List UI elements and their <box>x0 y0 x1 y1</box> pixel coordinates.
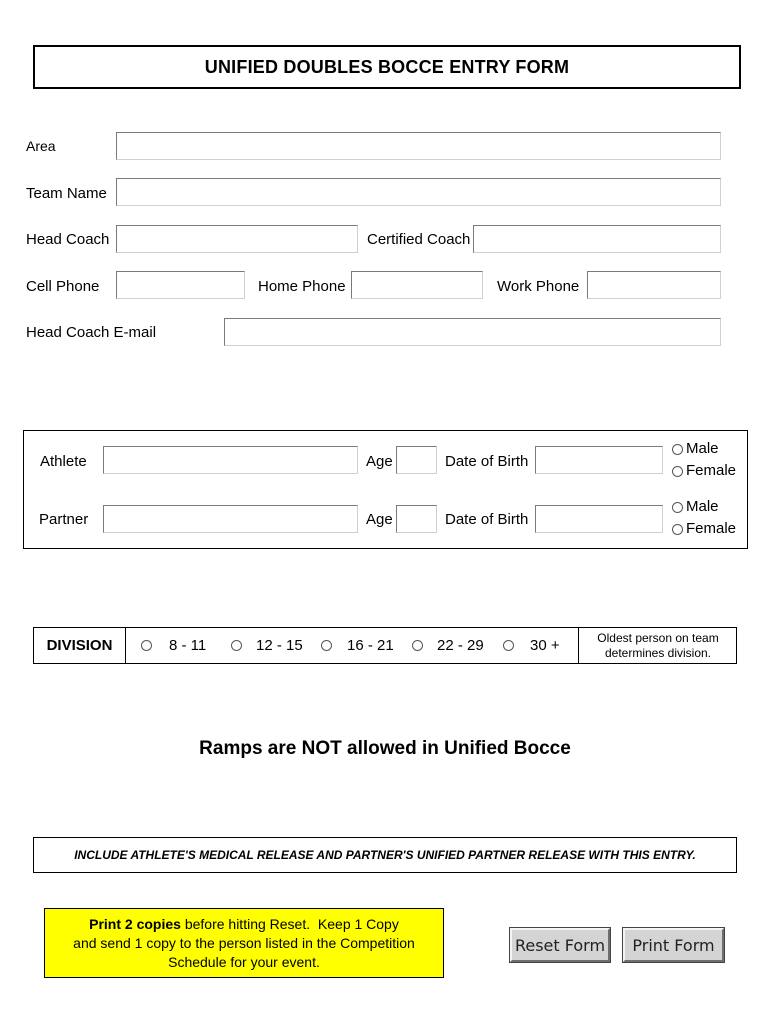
form-title: UNIFIED DOUBLES BOCCE ENTRY FORM <box>204 56 570 77</box>
home-phone-label: Home Phone <box>258 278 346 295</box>
division-radio-8-11[interactable] <box>141 640 152 651</box>
division-label: DIVISION <box>46 637 113 654</box>
work-phone-label: Work Phone <box>497 278 580 295</box>
head-coach-field[interactable] <box>116 225 358 253</box>
head-coach-email-field[interactable] <box>224 318 721 346</box>
athlete-dob-field[interactable] <box>535 446 663 474</box>
certified-coach-label: Certified Coach <box>367 231 471 248</box>
partner-female-label: Female <box>686 520 737 537</box>
division-note-line1: Oldest person on team <box>597 630 719 645</box>
division-note-line2: determines division. <box>604 645 712 660</box>
athlete-age-label: Age <box>366 453 393 470</box>
print-instructions-line2: and send 1 copy to the person listed in the Competition <box>73 934 415 951</box>
print-instructions-line3: Schedule for your event. <box>168 953 320 970</box>
form-title-box <box>33 45 741 89</box>
area-field[interactable] <box>116 132 721 160</box>
division-box <box>33 627 737 664</box>
partner-name-field[interactable] <box>103 505 358 533</box>
division-radio-12-15[interactable] <box>231 640 242 651</box>
area-label: Area <box>26 138 56 154</box>
athlete-age-field[interactable] <box>396 446 437 474</box>
cell-phone-label: Cell Phone <box>26 278 100 295</box>
partner-male-label: Male <box>686 498 719 515</box>
partner-dob-label: Date of Birth <box>445 511 529 528</box>
head-coach-email-label: Head Coach E-mail <box>26 324 157 341</box>
team-name-label: Team Name <box>26 185 107 202</box>
partner-age-field[interactable] <box>396 505 437 533</box>
division-radio-16-21[interactable] <box>321 640 332 651</box>
division-option-16-21: 16 - 21 <box>347 637 394 654</box>
print-instructions-bold: Print 2 copies <box>89 915 181 932</box>
athlete-label: Athlete <box>40 453 87 470</box>
partner-male-radio[interactable] <box>672 502 683 513</box>
include-notice: INCLUDE ATHLETE'S MEDICAL RELEASE AND PARTNER'S UNIFIED PARTNER RELEASE WITH THIS ENTRY. <box>74 848 696 862</box>
athlete-female-label: Female <box>686 462 737 479</box>
partner-age-label: Age <box>366 511 393 528</box>
partner-dob-field[interactable] <box>535 505 663 533</box>
head-coach-label: Head Coach <box>26 231 110 248</box>
print-instructions-box <box>44 908 444 978</box>
print-instructions-line1 <box>89 915 399 934</box>
reset-form-button[interactable]: Reset Form <box>510 928 610 962</box>
division-note <box>579 628 737 663</box>
certified-coach-field[interactable] <box>473 225 721 253</box>
division-option-30-plus: 30 + <box>530 637 560 654</box>
partner-label: Partner <box>39 511 89 528</box>
cell-phone-field[interactable] <box>116 271 245 299</box>
athlete-dob-label: Date of Birth <box>445 453 529 470</box>
ramps-notice: Ramps are NOT allowed in Unified Bocce <box>199 738 571 759</box>
work-phone-field[interactable] <box>587 271 721 299</box>
division-option-12-15: 12 - 15 <box>256 637 303 654</box>
athlete-female-radio[interactable] <box>672 466 683 477</box>
print-form-button[interactable]: Print Form <box>623 928 724 962</box>
print-instructions-line1-rest: before hitting Reset. Keep 1 Copy <box>180 915 399 932</box>
team-name-field[interactable] <box>116 178 721 206</box>
athlete-male-radio[interactable] <box>672 444 683 455</box>
athlete-name-field[interactable] <box>103 446 358 474</box>
division-radio-30-plus[interactable] <box>503 640 514 651</box>
division-option-22-29: 22 - 29 <box>437 637 484 654</box>
home-phone-field[interactable] <box>351 271 483 299</box>
division-radio-22-29[interactable] <box>412 640 423 651</box>
include-notice-box <box>33 837 737 873</box>
partner-female-radio[interactable] <box>672 524 683 535</box>
division-divider <box>125 628 126 663</box>
athlete-male-label: Male <box>686 440 719 457</box>
division-option-8-11: 8 - 11 <box>169 637 207 654</box>
